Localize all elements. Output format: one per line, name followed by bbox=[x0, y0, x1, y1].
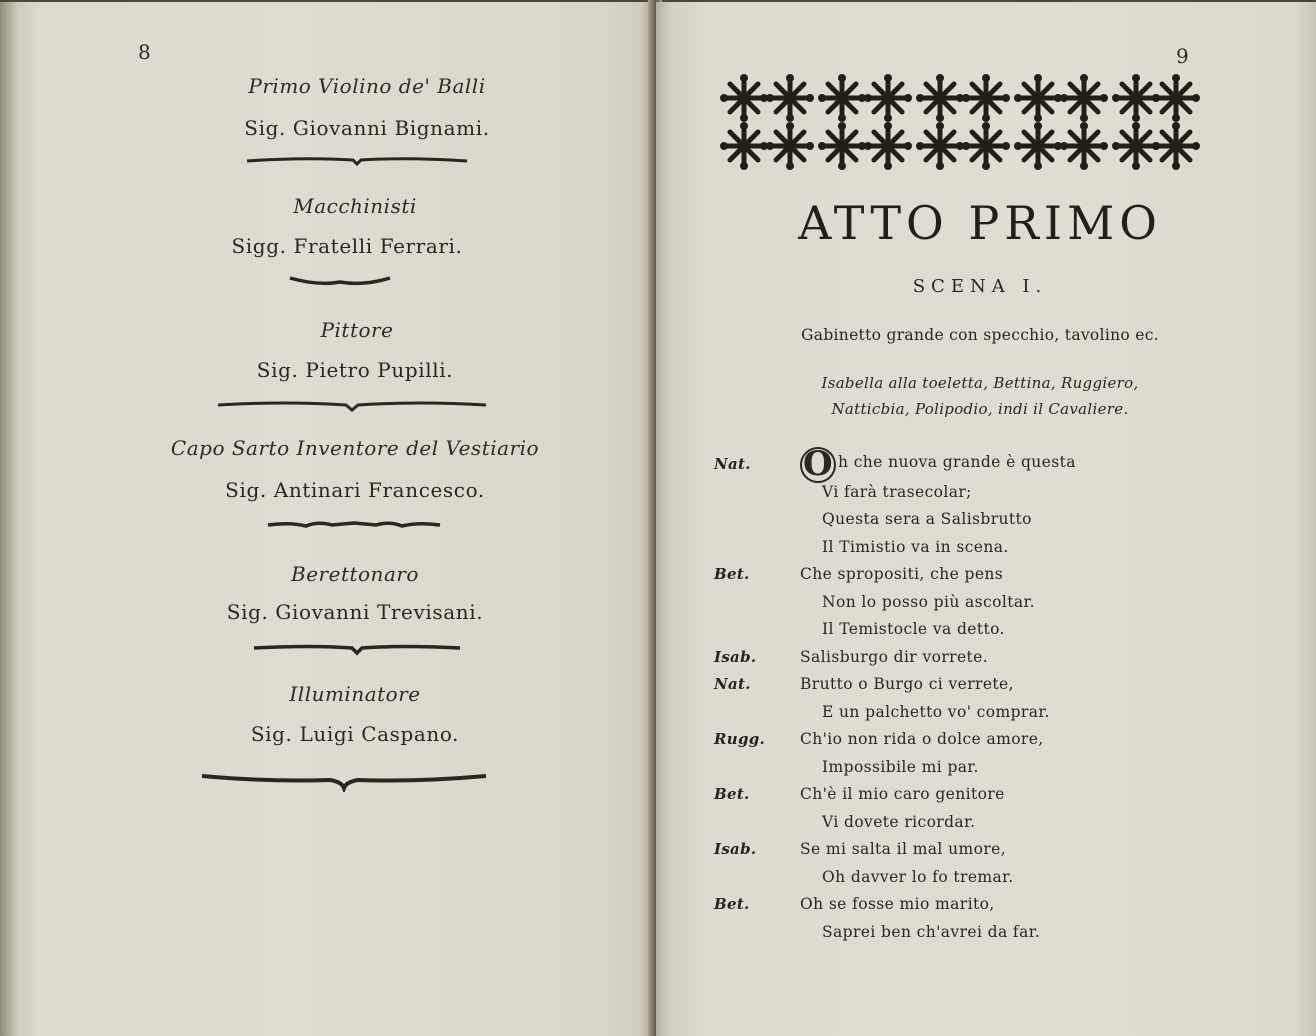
act-title: ATTO PRIMO bbox=[798, 196, 1162, 250]
credit-role-5: Berettonaro bbox=[291, 562, 419, 586]
dialogue-line: Se mi salta il mal umore, bbox=[800, 840, 1007, 858]
page-number-right: 9 bbox=[1176, 44, 1189, 68]
dialogue-line: Salisburgo dir vorrete. bbox=[800, 648, 989, 666]
speaker-label: Isab. bbox=[714, 840, 757, 858]
credit-name-2: Sigg. Fratelli Ferrari. bbox=[231, 234, 463, 258]
credit-name-1: Sig. Giovanni Bignami. bbox=[244, 116, 490, 140]
dialogue-line: Ch'è il mio caro genitore bbox=[800, 785, 1005, 803]
credit-role-2: Macchinisti bbox=[293, 194, 417, 218]
characters-line-1: Isabella alla toeletta, Bettina, Ruggiero, bbox=[821, 374, 1139, 392]
page-number-left: 8 bbox=[138, 40, 151, 64]
divider-rule-1 bbox=[245, 154, 469, 168]
credit-name-3: Sig. Pietro Pupilli. bbox=[256, 358, 454, 382]
scene-heading: SCENA I. bbox=[912, 276, 1048, 297]
scene-setting: Gabinetto grande con specchio, tavolino ec. bbox=[801, 326, 1159, 344]
dialogue-line: Non lo posso più ascoltar. bbox=[822, 593, 1035, 611]
dialogue-line: Vi farà trasecolar; bbox=[822, 483, 972, 501]
credit-role-3: Pittore bbox=[320, 318, 394, 342]
divider-rule-6 bbox=[200, 770, 488, 792]
fleuron-ornament-band bbox=[720, 74, 1200, 174]
dialogue-line: Saprei ben ch'avrei da far. bbox=[822, 923, 1041, 941]
speaker-label: Bet. bbox=[714, 785, 750, 803]
divider-rule-2 bbox=[288, 274, 392, 288]
credit-role-6: Illuminatore bbox=[289, 682, 421, 706]
speaker-label: Isab. bbox=[714, 648, 757, 666]
dialogue-line: E un palchetto vo' comprar. bbox=[822, 703, 1050, 721]
credit-name-5: Sig. Giovanni Trevisani. bbox=[226, 600, 484, 624]
dialogue-line: Ch'io non rida o dolce amore, bbox=[800, 730, 1044, 748]
dialogue-line: Il Timistio va in scena. bbox=[822, 538, 1009, 556]
divider-rule-5 bbox=[252, 642, 462, 656]
speaker-label: Bet. bbox=[714, 895, 750, 913]
credit-role-4: Capo Sarto Inventore del Vestiario bbox=[170, 436, 540, 460]
drop-cap: O bbox=[800, 447, 836, 483]
speaker-label: Nat. bbox=[714, 675, 751, 693]
dialogue-line: Che spropositi, che pens bbox=[800, 565, 1004, 583]
dialogue-line: Brutto o Burgo ci verrete, bbox=[800, 675, 1014, 693]
credit-role-1: Primo Violino de' Balli bbox=[248, 74, 486, 98]
speaker-label: Rugg. bbox=[714, 730, 766, 748]
speaker-label: Nat. bbox=[714, 455, 751, 473]
dialogue-line: Oh davver lo fo tremar. bbox=[822, 868, 1014, 886]
divider-rule-4 bbox=[266, 518, 442, 532]
divider-rule-3 bbox=[216, 398, 488, 414]
left-page bbox=[0, 2, 654, 1036]
credit-name-4: Sig. Antinari Francesco. bbox=[225, 478, 485, 502]
characters-line-2: Natticbia, Polipodio, indi il Cavaliere. bbox=[831, 400, 1129, 418]
speaker-label: Bet. bbox=[714, 565, 750, 583]
dialogue-line: Oh se fosse mio marito, bbox=[800, 895, 995, 913]
dialogue-line-text: h che nuova grande è questa bbox=[838, 453, 1076, 471]
credit-name-6: Sig. Luigi Caspano. bbox=[250, 722, 460, 746]
dialogue-line bbox=[800, 444, 1076, 484]
dialogue-line: Il Temistocle va detto. bbox=[822, 620, 1005, 638]
dialogue-line: Questa sera a Salisbrutto bbox=[822, 510, 1032, 528]
dialogue-line: Impossibile mi par. bbox=[822, 758, 979, 776]
dialogue-line: Vi dovete ricordar. bbox=[822, 813, 976, 831]
